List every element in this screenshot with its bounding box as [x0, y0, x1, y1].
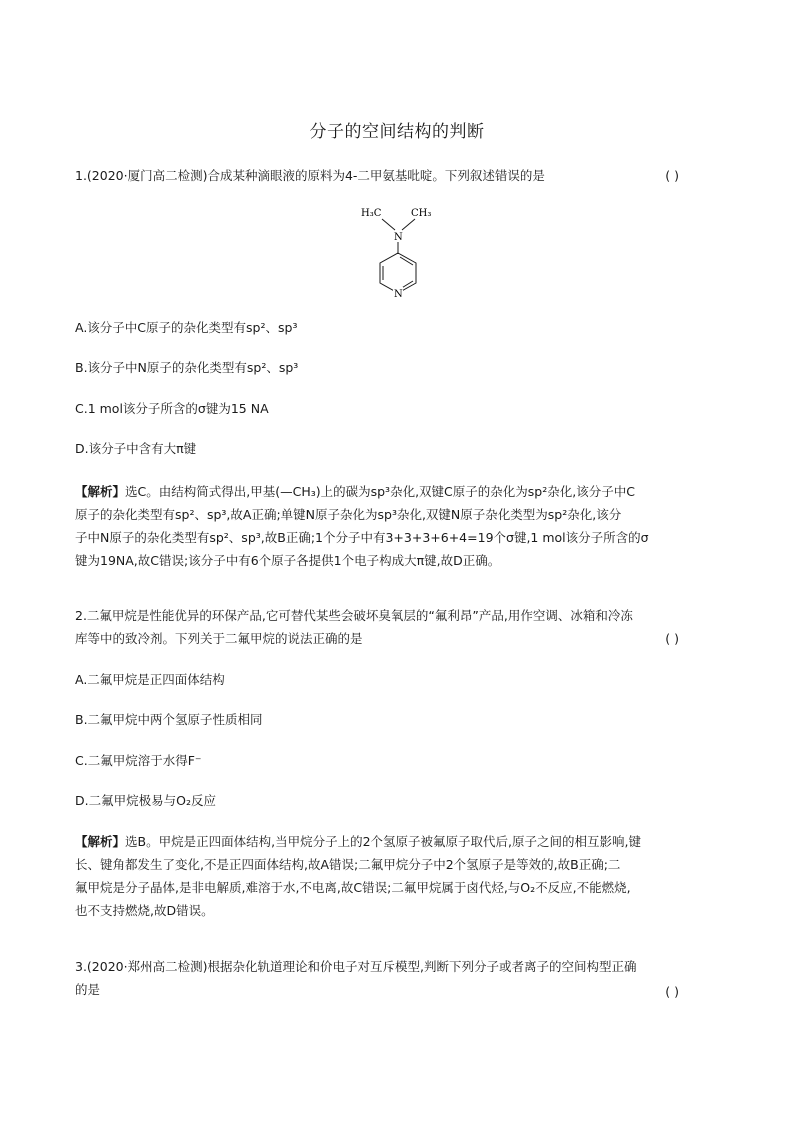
analysis-label: 【解析】	[75, 484, 126, 499]
q1-stem: 1.(2020·厦门高二检测)合成某种滴眼液的原料为4-二甲氨基吡啶。下列叙述错误的是	[75, 168, 545, 183]
q3-answer-blank: ( )	[665, 984, 679, 999]
q2-analysis	[75, 830, 720, 922]
structure-label-ch3: CH₃	[411, 208, 432, 219]
q1-answer-blank: ( )	[665, 168, 679, 183]
q2-analysis-line-1: 【解析】选B。甲烷是正四面体结构,当甲烷分子上的2个氢原子被氟原子取代后,原子之间的相互影响,键	[75, 834, 641, 849]
q2-option-b: B.二氟甲烷中两个氢原子性质相同	[75, 712, 263, 727]
q1-option-d: D.该分子中含有大π键	[75, 441, 197, 456]
q2-stem-line-2: 库等中的致冷剂。下列关于二氟甲烷的说法正确的是	[75, 631, 363, 646]
q2-answer-blank: ( )	[665, 631, 679, 646]
q1-analysis-line-2: 原子的杂化类型有sp²、sp³,故A正确;单键N原子杂化为sp³杂化,双键N原子杂化类型为sp²杂化,该分	[75, 507, 622, 522]
q1-analysis	[75, 480, 720, 572]
q2-analysis-line-4: 也不支持燃烧,故D错误。	[75, 903, 214, 918]
q1-analysis-line-3: 子中N原子的杂化类型有sp²、sp³,故B正确;1个分子中有3+3+3+6+4=19个σ键,1 mol该分子所含的σ	[75, 530, 649, 545]
q2-analysis-line-2: 长、键角都发生了变化,不是正四面体结构,故A错误;二氟甲烷分子中2个氢原子是等效的,故B正确;二	[75, 857, 621, 872]
structure-label-amine-n: N	[394, 232, 403, 243]
page-title: 分子的空间结构的判断	[309, 122, 485, 142]
q2-stem-line-1: 2.二氟甲烷是性能优异的环保产品,它可替代某些会破坏臭氧层的“氟利昂”产品,用作空调、冰箱和冷冻	[75, 608, 633, 623]
dimethylaminopyridine-structure	[345, 200, 455, 300]
q1-option-c: C.1 mol该分子所含的σ键为15 NA	[75, 401, 269, 416]
analysis-label: 【解析】	[75, 834, 126, 849]
q1-analysis-line-1: 【解析】选C。由结构简式得出,甲基(—CH₃)上的碳为sp³杂化,双键C原子的杂化为sp²杂化,该分子中C	[75, 484, 635, 499]
q1-option-a: A.该分子中C原子的杂化类型有sp²、sp³	[75, 320, 298, 335]
q1-analysis-line-4: 键为19NA,故C错误;该分子中有6个原子各提供1个电子构成大π键,故D正确。	[75, 553, 501, 568]
q2-option-c: C.二氟甲烷溶于水得F⁻	[75, 753, 202, 768]
structure-label-h3c: H₃C	[361, 208, 382, 219]
structure-label-ring-n: N	[394, 289, 403, 300]
q3-stem	[75, 955, 720, 1001]
q3-stem-line-1: 3.(2020·郑州高二检测)根据杂化轨道理论和价电子对互斥模型,判断下列分子或者离子的空间构型正确	[75, 959, 637, 974]
q2-option-a: A.二氟甲烷是正四面体结构	[75, 672, 225, 687]
q2-analysis-line-3: 氟甲烷是分子晶体,是非电解质,难溶于水,不电离,故C错误;二氟甲烷属于卤代烃,与O₂不反应,不能燃烧,	[75, 880, 631, 895]
q2-option-d: D.二氟甲烷极易与O₂反应	[75, 793, 216, 808]
q2-stem	[75, 604, 720, 650]
q1-option-b: B.该分子中N原子的杂化类型有sp²、sp³	[75, 360, 299, 375]
q3-stem-line-2: 的是	[75, 982, 101, 997]
